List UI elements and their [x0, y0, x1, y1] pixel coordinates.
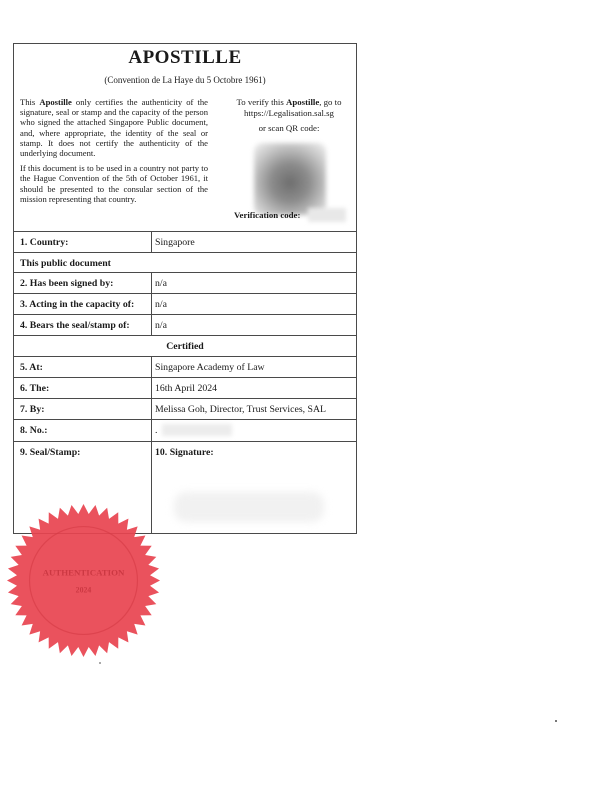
number-value: . — [155, 425, 158, 436]
public-document-heading-row — [14, 252, 356, 272]
seal-stamp-of-label: 4. Bears the seal/stamp of: — [20, 320, 130, 331]
seal-stamp-of-value: n/a — [155, 320, 167, 331]
by-label: 7. By: — [20, 404, 45, 415]
date-value: 16th April 2024 — [155, 383, 218, 394]
speck — [555, 720, 557, 722]
public-document-heading: This public document — [20, 258, 111, 269]
intro-paragraph-2: If this document is to be used in a country not party to the Hague Convention of the 5th of October 1961, it should be presented to the consular section of the mission representing that country. — [20, 163, 208, 204]
seal-ring-text: AUTHENTICATION — [42, 567, 125, 578]
seal-stamp-label: 9. Seal/Stamp: — [20, 447, 81, 458]
number-value-redacted — [162, 424, 232, 436]
at-label: 5. At: — [20, 362, 43, 373]
intro-apostille-word: Apostille — [39, 97, 72, 107]
at-row — [14, 356, 356, 377]
signature-label: 10. Signature: — [155, 447, 214, 458]
capacity-row — [14, 293, 356, 314]
country-label: 1. Country: — [20, 237, 69, 248]
verification-code-label: Verification code: — [234, 210, 301, 220]
certified-heading-row — [14, 335, 356, 355]
intro-prefix: This — [20, 97, 40, 107]
verify-instruction — [224, 97, 354, 108]
country-value: Singapore — [155, 237, 195, 248]
by-row — [14, 398, 356, 419]
capacity-value: n/a — [155, 299, 167, 310]
verify-apostille-word: Apostille — [286, 97, 320, 107]
verification-code-value-redacted — [308, 208, 346, 222]
signed-by-row — [14, 272, 356, 293]
verify-panel — [224, 97, 354, 134]
capacity-label: 3. Acting in the capacity of: — [20, 299, 135, 310]
qr-code-image[interactable] — [254, 143, 326, 215]
seal-stamp-of-row — [14, 314, 356, 335]
intro-text — [20, 97, 208, 209]
date-label: 6. The: — [20, 383, 50, 394]
number-row — [14, 419, 356, 441]
signature-redacted — [174, 492, 324, 522]
intro-paragraph-1 — [20, 97, 208, 158]
certified-heading: Certified — [166, 341, 204, 352]
page-title: APOSTILLE — [128, 47, 242, 68]
convention-subtitle: (Convention de La Haye du 5 Octobre 1961) — [104, 75, 266, 85]
verify-suffix: , go to — [319, 97, 342, 107]
number-label: 8. No.: — [20, 425, 48, 436]
intro-body: only certifies the authenticity of the signature, seal or stamp and the capacity of the person who signed the attached Singapore Public document, and, where appropriate, the identity of the seal or stamp. It does not certify the authenticity of the underlying document. — [20, 97, 208, 159]
qr-instruction: or scan QR code: — [258, 123, 320, 133]
at-value: Singapore Academy of Law — [155, 362, 265, 373]
country-row — [14, 231, 356, 252]
date-row — [14, 377, 356, 398]
signed-by-label: 2. Has been signed by: — [20, 278, 114, 289]
seal-stamp-image — [5, 502, 162, 659]
verify-prefix: To verify this — [236, 97, 286, 107]
seal-sub-text: 2024 — [75, 585, 92, 595]
by-value: Melissa Goh, Director, Trust Services, SAL — [155, 404, 327, 415]
apostille-certificate — [13, 43, 357, 534]
verify-url-link[interactable]: https://Legalisation.sal.sg — [244, 108, 334, 118]
speck — [99, 662, 101, 664]
signed-by-value: n/a — [155, 278, 167, 289]
